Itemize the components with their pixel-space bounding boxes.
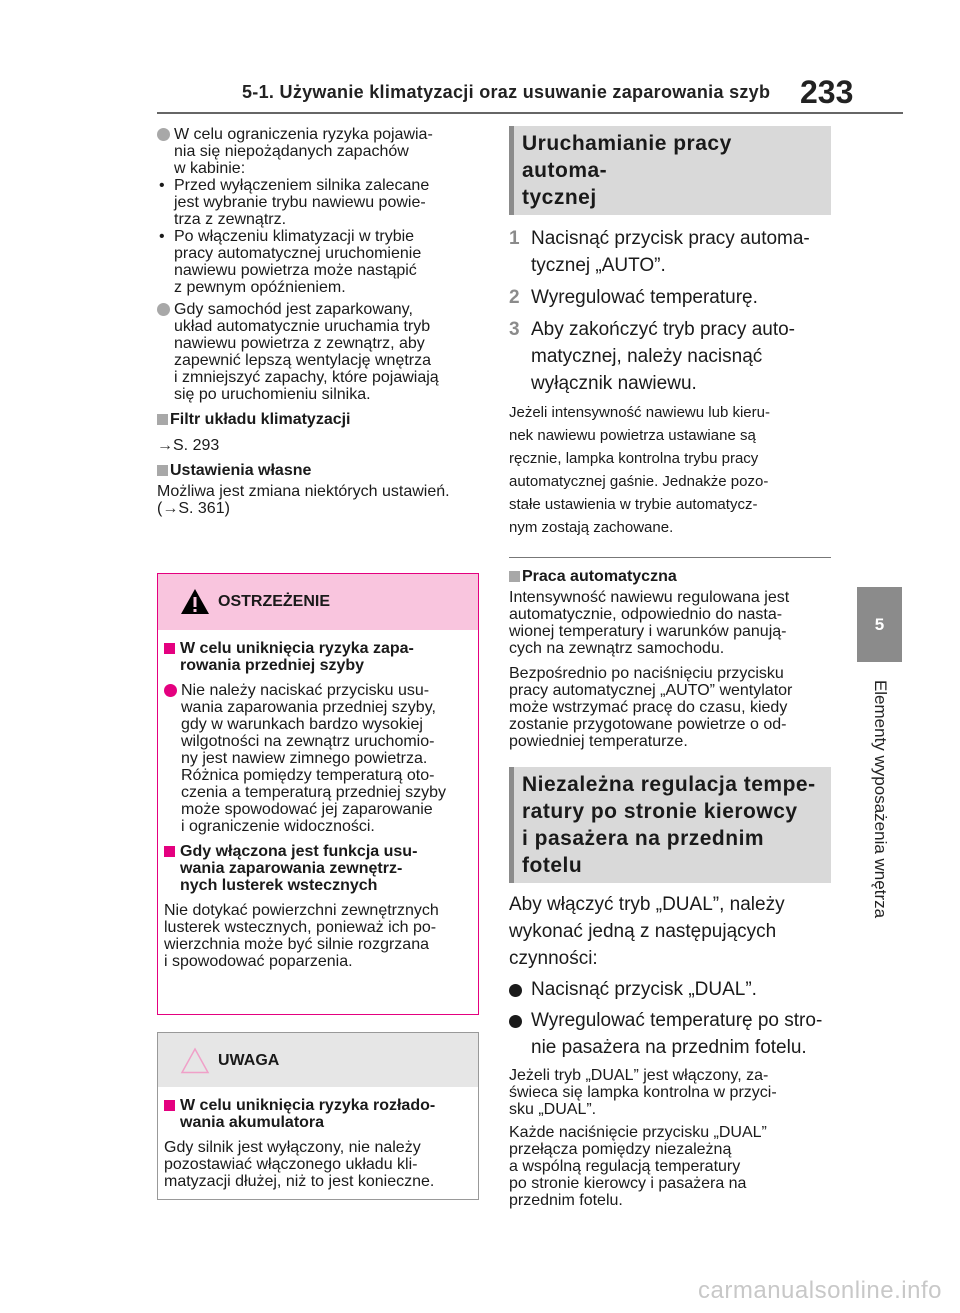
text-line: Jeżeli intensywność nawiewu lub kieru- [509,404,770,421]
text-line: matyzacji dłużej, niż to jest konieczne. [164,1173,435,1190]
text-line: nie pasażera na przednim fotelu. [531,1037,807,1058]
text-line: przednim fotelu. [509,1192,623,1209]
bullet-icon [157,303,170,316]
subheading [157,411,479,428]
warning-paragraph [164,902,472,970]
text-line: sku „DUAL”. [509,1101,597,1118]
text-line: w kabinie: [174,160,246,177]
text-line: rowania przedniej szyby [180,657,365,674]
caution-title: UWAGA [218,1052,280,1069]
text-line: Jeżeli tryb „DUAL” jest włączony, za- [509,1067,769,1084]
side-label [856,668,904,930]
text-line: W celu uniknięcia ryzyka zapa- [180,640,414,657]
text-line: nych lusterek wstecznych [180,877,378,894]
text-line: nym zostają zachowane. [509,519,674,536]
text-line: czynności: [509,948,598,969]
paragraph [509,665,831,750]
section-title: 5-1. Używanie klimatyzacji oraz usuwanie zaparowania szyb [242,82,771,102]
text-line: ratury po stronie kierowcy [522,800,798,823]
text-line: po stronie kierowcy i pasażera na [509,1175,747,1192]
text-line: ny jest nawiew zimnego powietrza. [181,750,428,767]
text-line: Bezpośrednio po naciśnięciu przycisku [509,665,784,682]
text-line: wionej temperatury i warunków panują- [509,623,787,640]
watermark: carmanualsonline.info [698,1277,942,1304]
text-line: zostanie przygotowane powietrze o od- [509,716,787,733]
text-line: świeca się lampka kontrolna w przyci- [509,1084,777,1101]
text-line: gdy w warunkach bardzo wysokiej [181,716,423,733]
paragraph [509,589,831,657]
text-line: Niezależna regulacja tempe- [522,773,816,796]
text-line: Nie należy naciskać przycisku usu- [181,682,430,699]
bullet-item [157,126,479,177]
bullet-icon [509,1015,522,1028]
square-icon [164,643,175,654]
warning-title: OSTRZEŻENIE [218,593,331,610]
caution-paragraph [164,1139,472,1190]
step-2 [509,284,831,311]
caution-body [158,1087,478,1190]
text-line: Każde naciśnięcie przycisku „DUAL” [509,1124,767,1141]
text-line: wania akumulatora [180,1114,325,1131]
reference-text: S. 361) [178,500,230,517]
step-number: 1 [509,228,520,249]
step-number: 2 [509,287,520,308]
text-line: pracy automatycznej uruchomienie [174,245,422,262]
warning-subheading [164,640,472,674]
text-line: nawiewu powietrza może nastąpić [174,262,417,279]
text-line: nek nawiewu powietrza ustawiane są [509,427,756,444]
subheading [157,462,479,479]
bullet-item [157,301,479,403]
text-line: Intensywność nawiewu regulowana jest [509,589,790,606]
section-heading [509,767,831,883]
text-line: tycznej [522,186,597,209]
text-line: lusterek wstecznych, ponieważ ich po- [164,919,437,936]
text-line: Nie dotykać powierzchni zewnętrznych [164,902,439,919]
subheading-text: Ustawienia własne [170,462,312,479]
text-line: automatycznie, odpowiednio do nasta- [509,606,783,623]
text-line: Po włączeniu klimatyzacji w trybie [174,228,415,245]
bullet-item [509,1007,831,1061]
section-heading [509,126,831,215]
text-line: Aby włączyć tryb „DUAL”, należy [509,894,785,915]
paragraph [509,1124,831,1209]
text-line: się po uruchomieniu silnika. [174,386,371,403]
text-line: a wspólną regulacją temperatury [509,1158,741,1175]
text-line: nia się niepożądanych zapachów [174,143,409,160]
cross-reference[interactable] [157,500,479,517]
text-line: fotelu [522,854,583,877]
bullet-item [509,976,831,1003]
text-line: czenia a temperaturą przedniej szyby [181,784,447,801]
text-line: wykonać jedną z następujących [509,921,777,942]
text-line: wania zaparowania zewnętrz- [180,860,403,877]
subheading-text: Filtr układu klimatyzacji [170,411,351,428]
arrow-icon: → [162,500,179,517]
bullet-icon [157,128,170,141]
bullet-icon [509,984,522,997]
text-line: tycznej „AUTO”. [531,255,666,276]
side-label-text: Elementy wyposażenia wnętrza [871,679,890,919]
text-line: układ automatycznie uruchamia tryb [174,318,431,335]
warning-header [158,574,478,630]
paragraph [509,401,831,539]
text-line: przełącza pomiędzy niezależną [509,1141,732,1158]
text-line: może spowodować jej zaparowanie [181,801,433,818]
text-line: trza z zewnątrz. [174,211,287,228]
warning-box [157,573,479,1015]
text-line: Nacisnąć przycisk „DUAL”. [531,979,757,1000]
bullet-icon [164,684,177,697]
warning-triangle-icon [180,588,210,615]
text-line: stałe ustawienia w trybie automatycz- [509,496,758,513]
square-icon [157,465,168,476]
text-line: W celu ograniczenia ryzyka pojawia- [174,126,433,143]
text-line: zapewnić lepszą wentylację wnętrza [174,352,432,369]
step-1 [509,225,831,279]
text-line: Uruchamianie pracy automa- [522,132,732,182]
text-line: i zmniejszyć zapachy, które pojawiają [174,369,439,386]
warning-subheading [164,843,472,894]
caution-box [157,1032,479,1200]
dot-marker: • [159,177,165,194]
text-line: Gdy samochód jest zaparkowany, [174,301,413,318]
header-rule [157,112,903,114]
text-line: Wyregulować temperaturę po stro- [531,1010,823,1031]
text-line: Gdy włączona jest funkcja usu- [180,843,418,860]
arrow-icon: → [157,437,173,454]
text-line: wilgotności na zewnątrz uruchomio- [181,733,435,750]
text-line: wyłącznik nawiewu. [531,373,697,394]
section-tab[interactable]: 5 [857,587,902,662]
paragraph: Możliwa jest zmiana niektórych ustawień. [157,483,450,500]
text-line: może wstrzymać pracę do czasu, kiedy [509,699,788,716]
page-number: 233 [800,74,854,110]
dash-item [157,228,479,296]
dot-marker: • [159,228,165,245]
step-number: 3 [509,319,520,340]
text-line: cych na zewnątrz samochodu. [509,640,725,657]
paragraph [509,1067,831,1118]
text-line: Przed wyłączeniem silnika zalecane [174,177,430,194]
text-line: nawiewu powietrza z zewnątrz, aby [174,335,425,352]
square-icon [157,414,168,425]
text-line: ręcznie, lampka kontrolna trybu pracy [509,450,759,467]
text-line: pracy automatycznej „AUTO” wentylator [509,682,793,699]
text-line: i ograniczenie widoczności. [181,818,375,835]
square-icon [509,571,520,582]
text-line: Aby zakończyć tryb pracy auto- [531,319,795,340]
text-line: i spowodować poparzenia. [164,953,353,970]
text-line: W celu uniknięcia ryzyka rozłado- [180,1097,436,1114]
text-line: powiedniej temperaturze. [509,733,688,750]
paren: ( [157,500,163,517]
warning-body [158,630,478,970]
subheading-text: Praca automatyczna [522,568,677,585]
text-line: Wyregulować temperaturę. [531,287,758,308]
dash-item [157,177,479,228]
text-line: pozostawiać włączonego układu kli- [164,1156,418,1173]
text-line: automatycznej gaśnie. Jednakże pozo- [509,473,769,490]
text-line: i pasażera na przednim [522,827,765,850]
text-line: z pewnym opóźnieniem. [174,279,346,296]
right-column [509,126,831,1209]
text-line: matycznej, należy nacisnąć [531,346,763,367]
step-3 [509,316,831,397]
reference-text: S. 293 [173,437,220,454]
warning-bullet [164,682,472,835]
caution-subheading [164,1097,472,1131]
paragraph [509,891,831,972]
text-line: wierzchnia może być silnie rozgrzana [164,936,429,953]
subheading [509,568,831,585]
text-line: Różnica pomiędzy temperaturą oto- [181,767,435,784]
left-column [157,126,479,517]
text-line: jest wybranie trybu nawiewu powie- [174,194,426,211]
caution-triangle-outline-icon [180,1047,210,1074]
text-line: Gdy silnik jest wyłączony, nie należy [164,1139,421,1156]
text-line: Nacisnąć przycisk pracy automa- [531,228,810,249]
caution-header [158,1033,478,1087]
cross-reference[interactable] [157,437,479,454]
square-icon [164,1100,175,1111]
square-icon [164,846,175,857]
text-line: wania zaparowania przedniej szyby, [181,699,436,716]
